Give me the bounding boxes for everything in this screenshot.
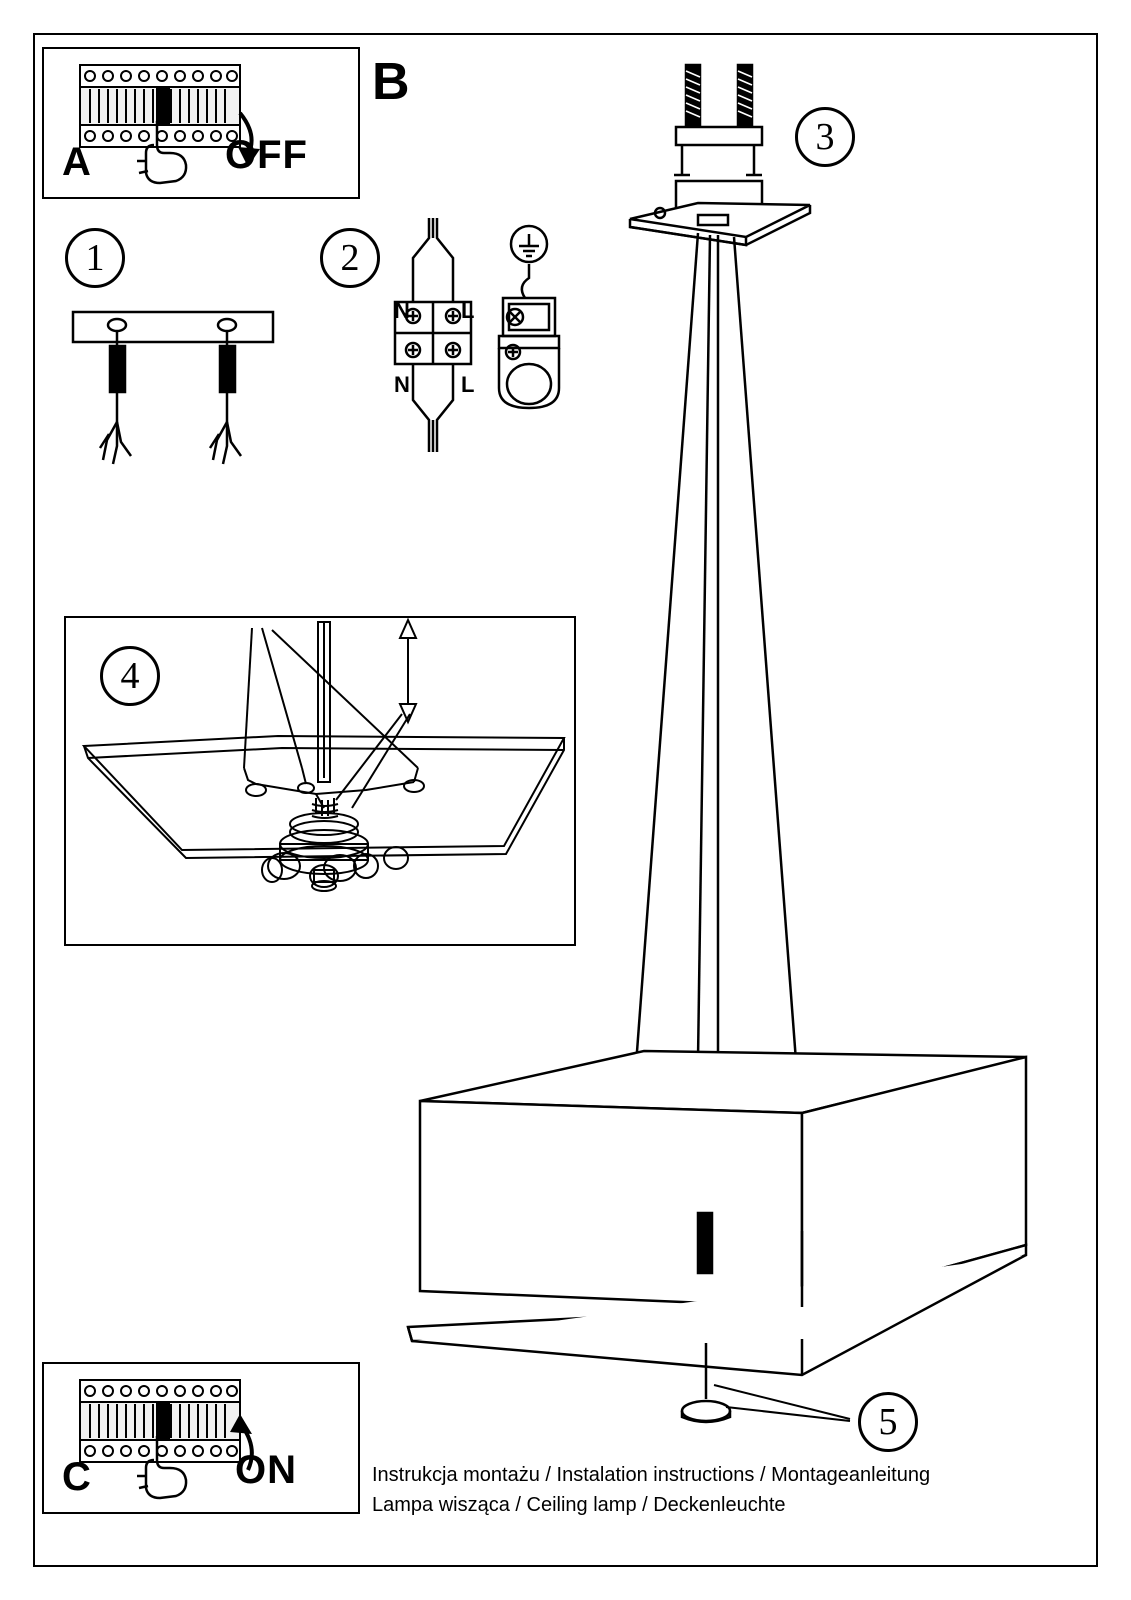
wiring-n-bottom: N: [394, 372, 410, 397]
panel-a-letter: A: [62, 140, 91, 184]
step-5-badge: [858, 1392, 918, 1452]
breaker-off-label: OFF: [225, 133, 308, 177]
step-2-badge: [320, 228, 380, 288]
section-b-letter: B: [372, 53, 410, 111]
wiring-l-bottom: L: [461, 372, 475, 397]
pendant-lamp-assembly: [398, 55, 1088, 1475]
step-5-number: 5: [878, 1401, 898, 1443]
wiring-l-top: L: [461, 298, 475, 323]
step-4-badge: [100, 646, 160, 706]
step-1-badge: [65, 228, 125, 288]
breaker-on-label: ON: [235, 1448, 297, 1492]
footer-title-line-1: Instrukcja montażu / Instalation instructions / Montageanleitung: [372, 1464, 931, 1486]
step-1-number: 1: [85, 237, 105, 279]
wiring-n-top: N: [394, 298, 410, 323]
step-1-mounting-bracket: [55, 300, 345, 490]
footer-title-line-2: Lampa wisząca / Ceiling lamp / Deckenleuchte: [372, 1494, 786, 1516]
panel-c-letter: C: [62, 1455, 91, 1499]
step-4-number: 4: [120, 655, 140, 697]
step-2-number: 2: [340, 237, 360, 279]
step-3-number: 3: [815, 116, 835, 158]
